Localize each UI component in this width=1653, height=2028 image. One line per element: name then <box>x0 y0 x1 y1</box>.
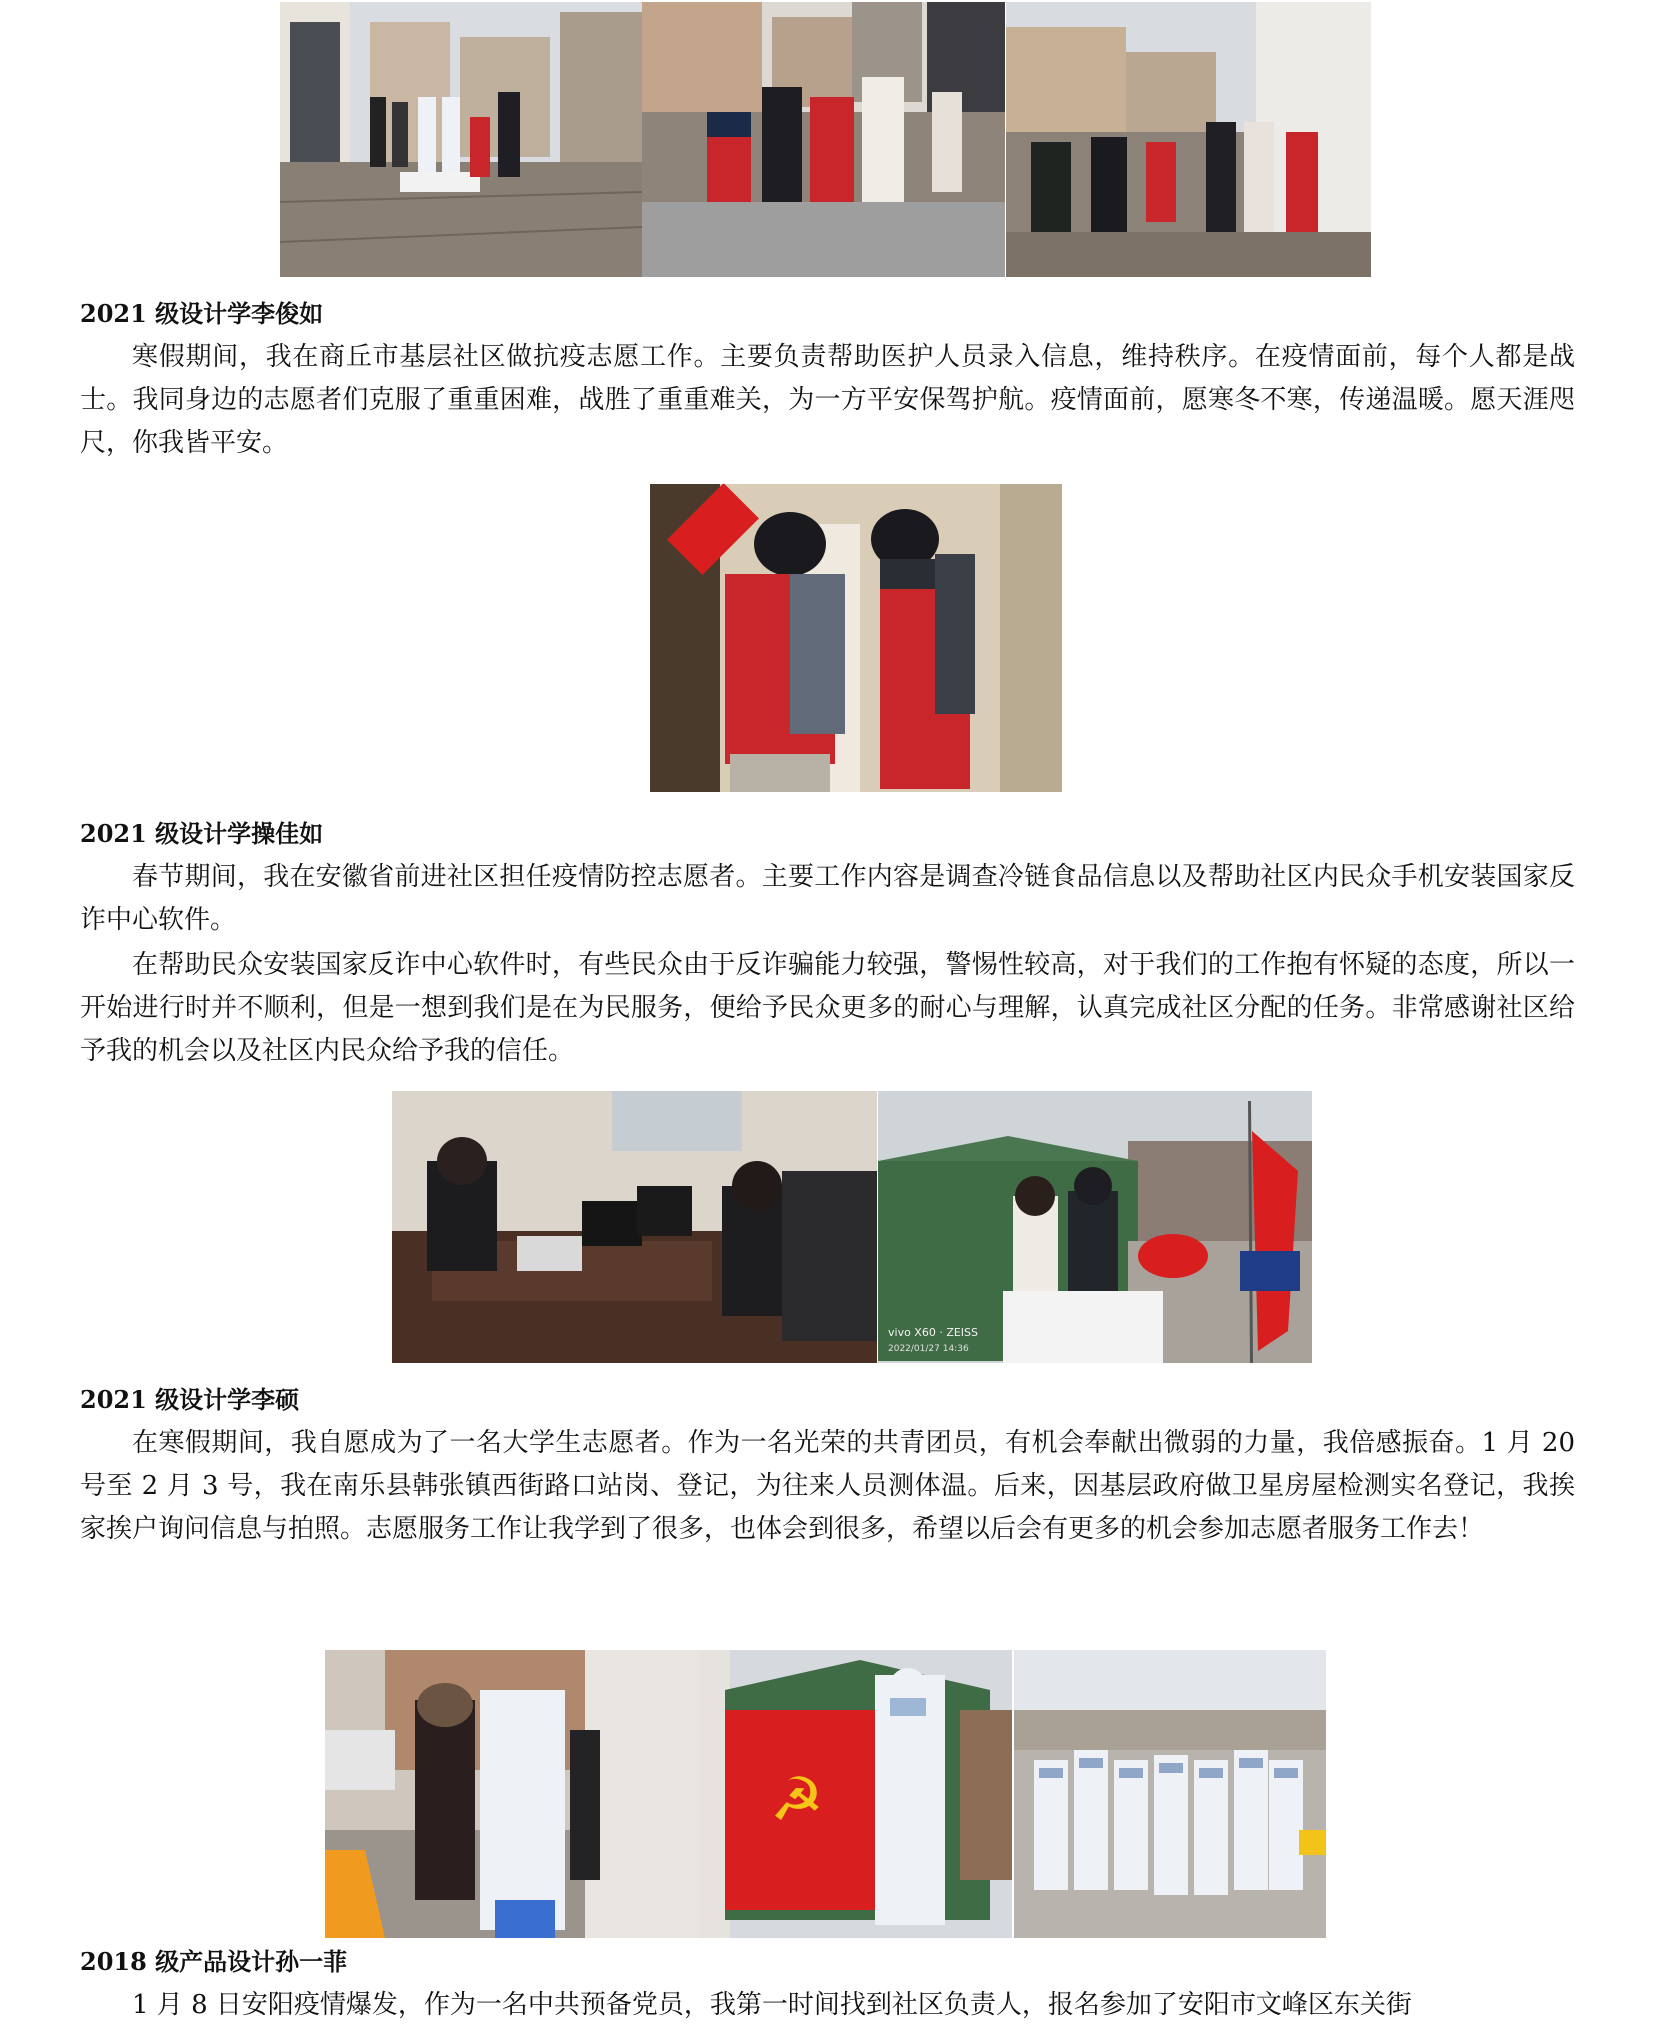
photo-ppe-party-flag <box>700 1650 1012 1938</box>
section-paragraph: 1 月 8 日安阳疫情爆发，作为一名中共预备党员，我第一时间找到社区负责人，报名参加了安阳市文峰区东关街 <box>132 1990 1412 2020</box>
photo-ppe-team <box>1014 1650 1326 1938</box>
photo-door-to-door-volunteers <box>650 484 1062 792</box>
photo-street-checkpoint-1 <box>280 2 642 277</box>
hammer-sickle-icon: ☭ <box>770 1765 824 1835</box>
photo-ppe-queue <box>325 1650 700 1938</box>
section-heading: 2021 级设计学操佳如 <box>80 819 324 848</box>
section-heading: 2021 级设计学李俊如 <box>80 299 324 328</box>
photo-street-checkpoint-2 <box>642 2 1005 277</box>
photo-street-queue <box>1006 2 1371 277</box>
photo-office-registration <box>392 1091 877 1363</box>
section-paragraph: 在寒假期间，我自愿成为了一名大学生志愿者。作为一名光荣的共青团员，有机会奉献出微弱的力量，我倍感振奋。1 月 20 号至 2 月 3 号，我在南乐县韩张镇西街路口站岗、登记，为往来人员测体温。后来，因基层政府做卫星房屋检测实名登记，我挨家挨户询问信息与拍照。志愿服务工作让我学到了很多，也体会到很多，希望以后会有更多的机会参加志愿者服务工作去！ <box>80 1428 1575 1544</box>
camera-date: 2022/01/27 14:36 <box>888 1344 969 1354</box>
photo-tent-checkpoint <box>878 1091 1312 1363</box>
section-paragraph: 寒假期间，我在商丘市基层社区做抗疫志愿工作。主要负责帮助医护人员录入信息，维持秩序。在疫情面前，每个人都是战士。我同身边的志愿者们克服了重重困难，战胜了重重难关，为一方平安保驾护航。疫情面前，愿寒冬不寒，传递温暖。愿天涯咫尺，你我皆平安。 <box>80 342 1575 458</box>
section-paragraph: 春节期间，我在安徽省前进社区担任疫情防控志愿者。主要工作内容是调查冷链食品信息以及帮助社区内民众手机安装国家反诈中心软件。 <box>80 862 1575 935</box>
section-paragraph: 在帮助民众安装国家反诈中心软件时，有些民众由于反诈骗能力较强，警惕性较高，对于我们的工作抱有怀疑的态度，所以一开始进行时并不顺利，但是一想到我们是在为民服务，便给予民众更多的耐心与理解，认真完成社区分配的任务。非常感谢社区给予我的机会以及社区内民众给予我的信任。 <box>80 950 1575 1066</box>
section-heading: 2021 级设计学李硕 <box>80 1385 300 1414</box>
section-heading: 2018 级产品设计孙一菲 <box>80 1947 348 1976</box>
camera-watermark: vivo X60 · ZEISS <box>888 1326 979 1339</box>
